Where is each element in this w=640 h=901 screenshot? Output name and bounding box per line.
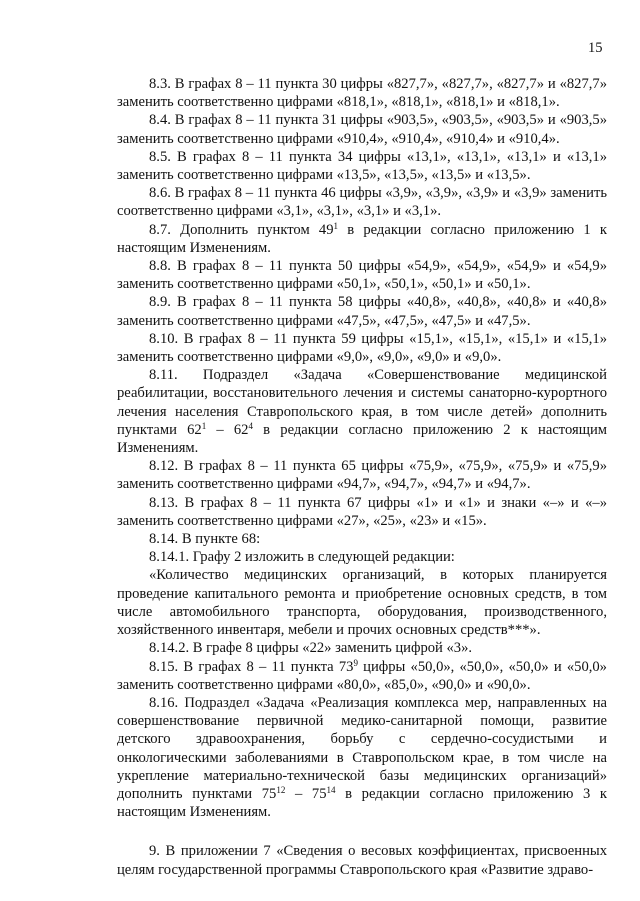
superscript: 14 (326, 784, 336, 795)
paragraph-text: 8.11. Подраздел «Задача «Совершенствование медицинской реабилитации, восстановительного лечения и системы санаторно-курортного лечения населения Ставропольского края, в том числе детей» дополнить пунктами 62 (117, 367, 607, 438)
paragraph-8-16 (117, 694, 607, 821)
superscript: 1 (201, 420, 207, 431)
paragraph-text: – 62 (206, 421, 249, 438)
paragraph-8-15 (117, 658, 607, 694)
paragraph-8-11 (117, 366, 607, 457)
paragraph-8-9: 8.9. В графах 8 – 11 пункта 58 цифры «40,8», «40,8», «40,8» и «40,8» заменить соответственно цифрами «47,5», «47,5», «47,5» и «47,5». (117, 294, 607, 329)
paragraph-8-14-2: 8.14.2. В графе 8 цифры «22» заменить цифрой «3». (149, 640, 473, 657)
paragraph-text: 8.16. Подраздел «Задача «Реализация комплекса мер, направленных на совершенствование первичной медико-санитарной помощи, развитие детского здравоохранения, борьбу с сердечно-сосудистыми и онкологическими заболеваниями в Ставропольском крае, в том числе на укрепление материально-технической базы медицинских организаций» дополнить пунктами 75 (117, 694, 607, 802)
paragraph-8-3: 8.3. В графах 8 – 11 пункта 30 цифры «827,7», «827,7», «827,7» и «827,7» заменить соответственно цифрами «818,1», «818,1», «818,1» и «818,1». (117, 76, 607, 111)
paragraph-quote: «Количество медицинских организаций, в которых планируется проведение капитального ремонта и приобретение основных средств, в том числе автомобильного транспорта, оборудования, производственного, хозяйственного инвентаря, мебели и прочих основных средств***». (117, 567, 607, 639)
superscript: 1 (333, 220, 338, 231)
paragraph-8-14-1: 8.14.1. Графу 2 изложить в следующей редакции: (149, 549, 455, 566)
superscript: 12 (276, 784, 286, 795)
paragraph-8-6: 8.6. В графах 8 – 11 пункта 46 цифры «3,9», «3,9», «3,9» и «3,9» заменить соответственно цифрами «3,1», «3,1», «3,1» и «3,1». (117, 185, 607, 220)
paragraph-text: в редакции согласно приложению 1 к настоящим Изменениям. (117, 221, 607, 256)
paragraph-text: в редакции согласно приложению 3 к настоящим Изменениям. (117, 785, 608, 821)
paragraph-8-12: 8.12. В графах 8 – 11 пункта 65 цифры «75,9», «75,9», «75,9» и «75,9» заменить соответственно цифрами «94,7», «94,7», «94,7» и «94,7». (117, 458, 607, 493)
paragraph-8-5: 8.5. В графах 8 – 11 пункта 34 цифры «13,1», «13,1», «13,1» и «13,1» заменить соответственно цифрами «13,5», «13,5», «13,5» и «13,5». (117, 148, 607, 184)
paragraph-text: 8.7. Дополнить пунктом 49 (149, 221, 334, 238)
paragraph-8-13: 8.13. В графах 8 – 11 пункта 67 цифры «1» и «1» и знаки «–» и «–» заменить соответственно цифрами «27», «25», «23» и «15». (117, 494, 607, 529)
paragraph-8-8: 8.8. В графах 8 – 11 пункта 50 цифры «54,9», «54,9», «54,9» и «54,9» заменить соответственно цифрами «50,1», «50,1», «50,1» и «50,1». (117, 258, 607, 293)
paragraph-8-14: 8.14. В пункте 68: (149, 531, 261, 548)
paragraph-text: 8.15. В графах 8 – 11 пункта 73 (149, 658, 354, 675)
paragraph-text: – 75 (285, 785, 327, 802)
page-number: 15 (588, 40, 603, 56)
paragraph-text: цифры «50,0», «50,0», «50,0» и «50,0» заменить соответственно цифрами «80,0», «85,0», «90,0» и «90,0». (117, 658, 607, 693)
paragraph-text: в редакции согласно приложению 2 к настоящим Изменениям. (117, 421, 608, 457)
paragraph-8-10: 8.10. В графах 8 – 11 пункта 59 цифры «15,1», «15,1», «15,1» и «15,1» заменить соответственно цифрами «9,0», «9,0», «9,0» и «9,0». (117, 330, 607, 366)
paragraph-8-7 (117, 221, 607, 257)
paragraph-8-4: 8.4. В графах 8 – 11 пункта 31 цифры «903,5», «903,5», «903,5» и «903,5» заменить соответственно цифрами «910,4», «910,4», «910,4» и «910,4». (117, 112, 607, 147)
superscript: 4 (248, 420, 253, 431)
paragraph-9: 9. В приложении 7 «Сведения о весовых коэффициентах, присвоенных целям государственной программы Ставропольского края «Развитие здраво- (117, 843, 607, 878)
superscript: 9 (353, 657, 358, 668)
document-body (117, 75, 607, 879)
